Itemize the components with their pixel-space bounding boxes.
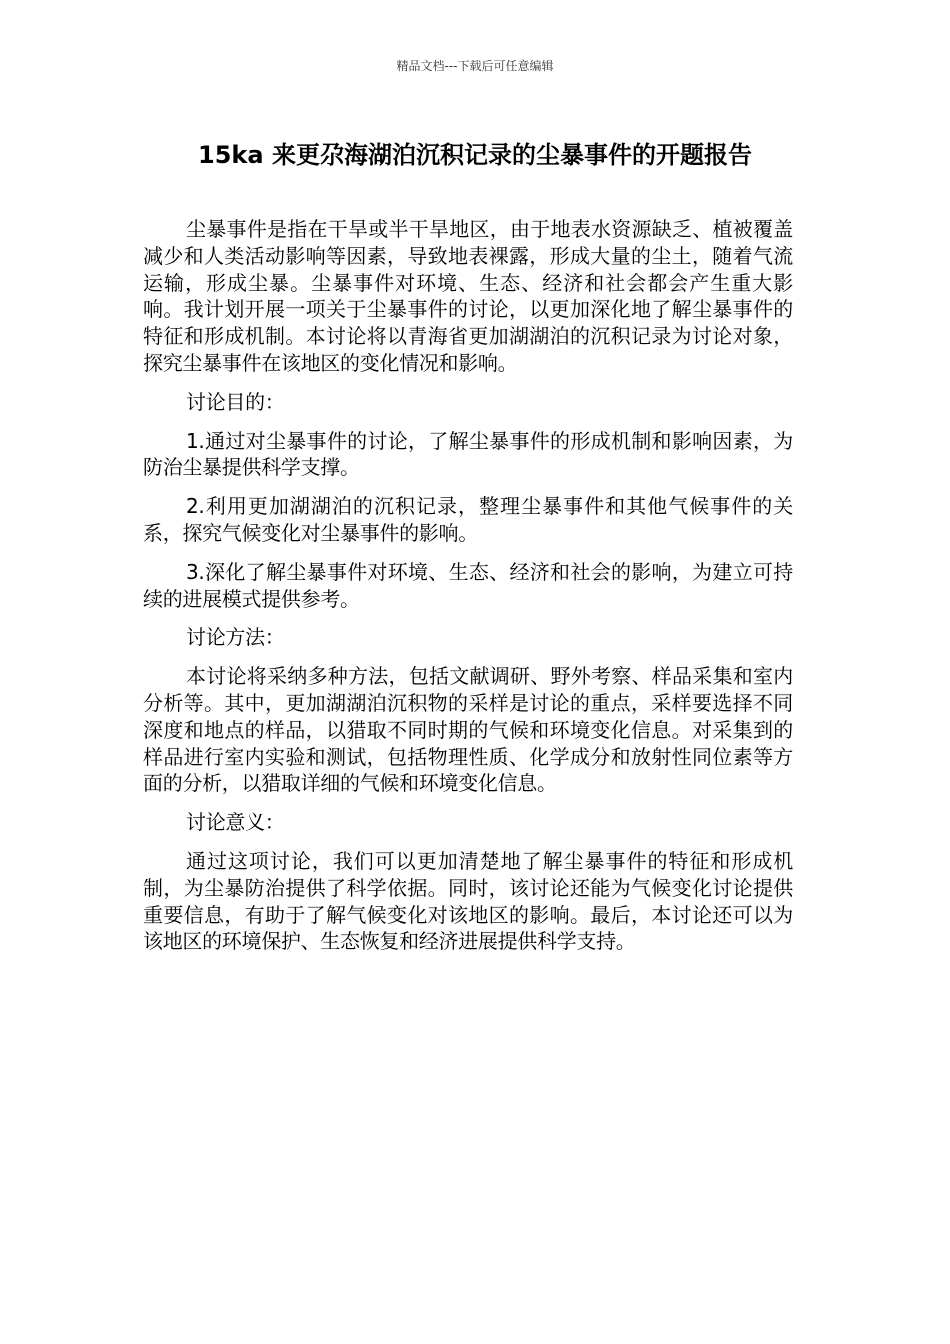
document-body [143, 216, 793, 967]
significance-paragraph: 通过这项讨论，我们可以更加清楚地了解尘暴事件的特征和形成机制，为尘暴防治提供了科学依据。同时，该讨论还能为气候变化讨论提供重要信息，有助于了解气候变化对该地区的影响。最后，本讨论还可以为该地区的环境保护、生态恢复和经济进展提供科学支持。 [143, 848, 793, 954]
intro-paragraph: 尘暴事件是指在干旱或半干旱地区，由于地表水资源缺乏、植被覆盖减少和人类活动影响等因素，导致地表裸露，形成大量的尘土，随着气流运输，形成尘暴。尘暴事件对环境、生态、经济和社会都会产生重大影响。我计划开展一项关于尘暴事件的讨论，以更加深化地了解尘暴事件的特征和形成机制。本讨论将以青海省更加湖湖泊的沉积记录为讨论对象，探究尘暴事件在该地区的变化情况和影响。 [143, 217, 793, 375]
section-heading-significance: 讨论意义： [186, 810, 285, 835]
section-heading-methods: 讨论方法： [186, 625, 285, 650]
objective-item-3: 3.深化了解尘暴事件对环境、生态、经济和社会的影响，为建立可持续的进展模式提供参考。 [143, 559, 793, 611]
objective-item-1: 1.通过对尘暴事件的讨论，了解尘暴事件的形成机制和影响因素，为防治尘暴提供科学支撑。 [143, 428, 793, 480]
section-heading-objectives: 讨论目的： [186, 389, 285, 414]
objective-item-2: 2.利用更加湖湖泊的沉积记录，整理尘暴事件和其他气候事件的关系，探究气候变化对尘暴事件的影响。 [143, 494, 793, 545]
methods-paragraph: 本讨论将采纳多种方法，包括文献调研、野外考察、样品采集和室内分析等。其中，更加湖湖泊沉积物的采样是讨论的重点，采样要选择不同深度和地点的样品，以猎取不同时期的气候和环境变化信息。对采集到的样品进行室内实验和测试，包括物理性质、化学成分和放射性同位素等方面的分析，以猎取详细的气候和环境变化信息。 [143, 664, 793, 796]
page-header-note: 精品文档---下载后可任意编辑 [396, 59, 554, 73]
document-title: 15ka 来更尕海湖泊沉积记录的尘暴事件的开题报告 [198, 141, 752, 169]
